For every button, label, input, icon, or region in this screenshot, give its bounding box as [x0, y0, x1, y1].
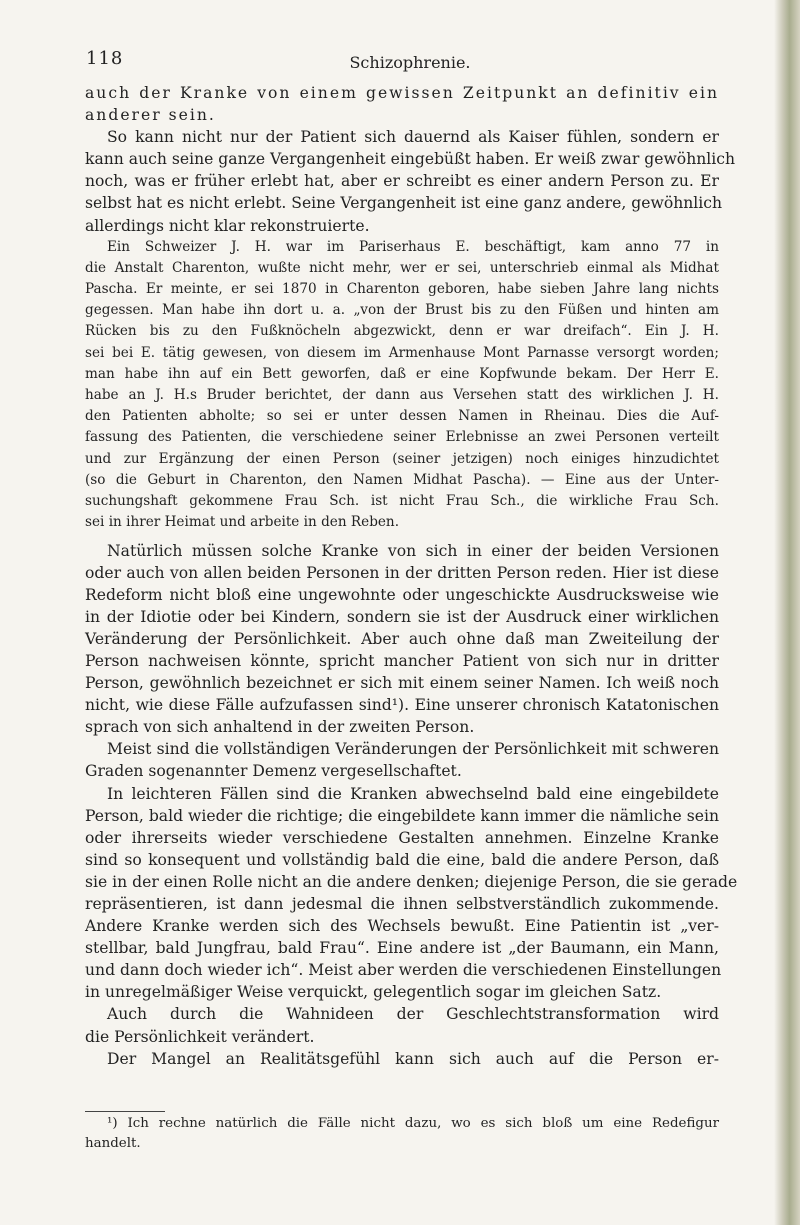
text-line: So kann nicht nur der Patient sich dauernd als Kaiser fühlen, sondern er	[107, 128, 719, 147]
text-line: nicht, wie diese Fälle aufzufassen sind¹). Eine unserer chronisch Katatonischen	[85, 696, 719, 715]
text-line: (so die Geburt in Charenton, den Namen Midhat Pascha). — Eine aus der Unter-	[85, 471, 719, 488]
paragraph-4	[85, 540, 719, 739]
footnote	[85, 1114, 719, 1154]
text-line: und dann doch wieder ich“. Meist aber werden die verschiedenen Einstellungen	[85, 961, 722, 980]
text-line: und zur Ergänzung der einen Person (seiner jetzigen) noch einiges hinzudichtet	[85, 450, 719, 467]
page-edge-shadow	[774, 0, 800, 1225]
text-line: Andere Kranke werden sich des Wechsels bewußt. Eine Patientin ist „ver-	[85, 917, 719, 936]
text-line: sei in ihrer Heimat und arbeite in den Reben.	[85, 514, 400, 531]
text-line: Natürlich müssen solche Kranke von sich in einer der beiden Versionen	[107, 541, 719, 560]
text-line: oder auch von allen beiden Personen in der dritten Person reden. Hier ist diese	[85, 563, 719, 582]
footnote-line: handelt.	[85, 1136, 141, 1151]
text-line: in unregelmäßiger Weise verquickt, gelegentlich sogar im gleichen Satz.	[85, 983, 662, 1002]
text-line: fassung des Patienten, die verschiedene seiner Erlebnisse an zwei Personen verteilt	[85, 429, 719, 446]
paragraph-3-case-report	[85, 237, 719, 534]
text-line: sind so konsequent und vollständig bald die eine, bald die andere Person, daß	[85, 850, 719, 869]
text-line: kann auch seine ganze Vergangenheit eingebüßt haben. Er weiß zwar gewöhnlich	[85, 150, 736, 169]
text-line: Der Mangel an Realitätsgefühl kann sich auch auf die Person er-	[107, 1049, 719, 1068]
footnote-divider	[85, 1111, 165, 1112]
text-line: gegessen. Man habe ihn dort u. a. „von der Brust bis zu den Füßen und hinten am	[85, 302, 719, 319]
paragraph-5	[85, 738, 719, 782]
text-line: sprach von sich anhaltend in der zweiten Person.	[85, 718, 475, 737]
text-line: auch der Kranke von einem gewissen Zeitpunkt an definitiv ein	[85, 84, 719, 102]
text-line: In leichteren Fällen sind die Kranken abwechselnd bald eine eingebildete	[107, 784, 719, 803]
text-line: Person, bald wieder die richtige; die eingebildete kann immer die nämliche sein	[85, 806, 719, 825]
text-line: die Persönlichkeit verändert.	[85, 1027, 315, 1046]
paragraph-8	[85, 1048, 719, 1070]
paragraph-2	[85, 126, 736, 236]
text-line: oder ihrerseits wieder verschiedene Gestalten annehmen. Einzelne Kranke	[85, 828, 719, 847]
body-text	[85, 82, 738, 1070]
text-line: Auch durch die Wahnideen der Geschlechtstransformation wird	[107, 1005, 719, 1024]
text-line: Graden sogenannter Demenz vergesellschaftet.	[85, 762, 462, 781]
paragraph-1	[85, 82, 719, 126]
paragraph-6	[85, 783, 738, 1004]
page-number: 118	[86, 48, 124, 69]
text-line: die Anstalt Charenton, wußte nicht mehr, wer er sei, unterschrieb einmal als Midhat	[85, 259, 719, 276]
footnote-line: ¹) Ich rechne natürlich die Fälle nicht dazu, wo es sich bloß um eine Redefigur	[107, 1116, 719, 1131]
text-line: anderer sein.	[85, 106, 216, 125]
text-line: Ein Schweizer J. H. war im Pariserhaus E. beschäftigt, kam anno 77 in	[107, 238, 719, 255]
text-line: habe an J. H.s Bruder berichtet, der dann aus Versehen statt des wirklichen J. H.	[85, 387, 719, 404]
text-line: stellbar, bald Jungfrau, bald Frau“. Eine andere ist „der Baumann, ein Mann,	[85, 939, 719, 958]
text-line: sei bei E. tätig gewesen, von diesem im Armenhause Mont Parnasse versorgt worden;	[85, 344, 719, 361]
text-line: selbst hat es nicht erlebt. Seine Vergangenheit ist eine ganz andere, gewöhnlich	[85, 194, 723, 213]
text-line: Veränderung der Persönlichkeit. Aber auch ohne daß man Zweiteilung der	[85, 629, 719, 648]
text-line: repräsentieren, ist dann jedesmal die ihnen selbstverständlich zukommende.	[85, 895, 719, 913]
text-line: Redeform nicht bloß eine ungewohnte oder ungeschickte Ausdrucksweise wie	[85, 585, 719, 604]
text-line: Rücken bis zu den Fußknöcheln abgezwickt, denn er war dreifach“. Ein J. H.	[85, 323, 719, 340]
text-line: Meist sind die vollständigen Veränderungen der Persönlichkeit mit schweren	[107, 740, 719, 759]
text-line: noch, was er früher erlebt hat, aber er schreibt es einer andern Person zu. Er	[85, 172, 719, 191]
text-line: sie in der einen Rolle nicht an die andere denken; diejenige Person, die sie gerade	[85, 872, 738, 891]
text-line: suchungshaft gekommene Frau Sch. ist nicht Frau Sch., die wirkliche Frau Sch.	[85, 493, 719, 510]
paragraph-7	[85, 1003, 719, 1047]
text-line: Person, gewöhnlich bezeichnet er sich mit einem seiner Namen. Ich weiß noch	[85, 674, 719, 693]
text-line: man habe ihn auf ein Bett geworfen, daß er eine Kopfwunde bekam. Der Herr E.	[85, 365, 719, 382]
text-line: allerdings nicht klar rekonstruierte.	[85, 216, 370, 235]
text-line: Person nachweisen könnte, spricht mancher Patient von sich nur in dritter	[85, 651, 719, 670]
text-line: in der Idiotie oder bei Kindern, sondern sie ist der Ausdruck einer wirklichen	[85, 607, 719, 626]
running-head: Schizophrenie.	[349, 53, 471, 72]
text-line: den Patienten abholte; so sei er unter dessen Namen in Rheinau. Dies die Auf-	[85, 408, 719, 425]
text-line: Pascha. Er meinte, er sei 1870 in Charenton geboren, habe sieben Jahre lang nichts	[85, 281, 719, 298]
